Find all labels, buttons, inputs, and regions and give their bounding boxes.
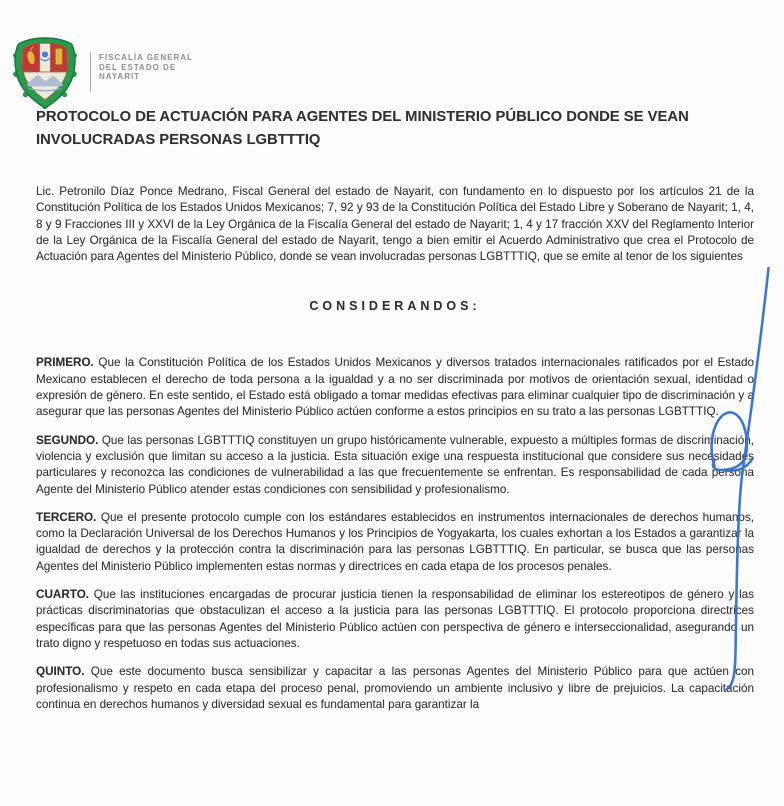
intro-paragraph: Lic. Petronilo Díaz Ponce Medrano, Fiscal General del estado de Nayarit, con fundamento en lo dispuesto por los artículos 21 de la Constitución Política de los Estados Unidos Mexicanos; 7, 92 y 93 de la Constitución Política del Estado Libre y Soberano de Nayarit; 1, 4, 8 y 9 Fracciones III y XXVI de la Ley Orgánica de la Fiscalía General del estado de Nayarit; 1, 4 y 17 fracción XXV del Reglamento Interior de la Ley Orgánica de la Fiscalía General del estado de Nayarit, tengo a bien emitir el Acuerdo Administrativo que crea el Protocolo de Actuación para Agentes del Ministerio Público, donde se vean involucradas personas LGBTTTIQ, que se emite al tenor de los siguientes xyxy=(36,185,754,264)
considerando-quinto xyxy=(36,664,754,713)
considerando-text: Que este documento busca sensibilizar y capacitar a las personas Agentes del Ministerio Público para que actúen con profesionalismo y respeto en cada etapa del proceso penal, promoviendo un ambiente inclusivo y libre de prejuicios. La capacitación continua en derechos humanos y diversidad sexual es fundamental para garantizar la xyxy=(36,665,754,711)
considerando-label: QUINTO. xyxy=(36,665,85,679)
shield-icon xyxy=(13,37,77,109)
agency-name-line: NAYARIT xyxy=(99,72,141,82)
considerando-tercero xyxy=(36,510,754,575)
considerando-segundo xyxy=(36,433,754,498)
document-body xyxy=(36,184,754,790)
agency-name-line: DEL ESTADO DE xyxy=(99,62,177,72)
considerando-label: PRIMERO. xyxy=(36,356,94,370)
considerando-text: Que las personas LGBTTTIQ constituyen un grupo históricamente vulnerable, expuesto a múltiples formas de discriminación, violencia y exclusión que limitan su acceso a la justicia. Esta situación exige una respuesta institucional que considere sus necesidades particulares y reconozca las condiciones de vulnerabilidad a las que frecuentemente se enfrentan. Es responsabilidad de cada persona Agente del Ministerio Público atender estas condiciones con sensibilidad y profesionalismo. xyxy=(36,433,754,496)
page-edge-fade xyxy=(0,778,784,792)
nayarit-coat-of-arms-logo xyxy=(13,37,77,109)
document-title: PROTOCOLO DE ACTUACIÓN PARA AGENTES DEL MINISTERIO PÚBLICO DONDE SE VEAN INVOLUCRADAS PERSONAS LGBTTTIQ xyxy=(36,109,689,148)
considerandos-heading: CONSIDERANDOS: xyxy=(309,299,481,314)
considerando-text: Que la Constitución Política de los Estados Unidos Mexicanos y diversos tratados internacionales ratificados por el Estado Mexicano establecen el derecho de toda persona a la igualdad y a no ser discriminada por motivos de orientación sexual, identidad o expresión de género. En este sentido, el Estado está obligado a tomar medidas efectivas para eliminar cualquier tipo de discriminación y a asegurar que las personas Agentes del Ministerio Público actúen conforme a estos principios en su trato a las personas LGBTTTIQ. xyxy=(36,356,754,419)
letterhead xyxy=(0,0,784,110)
considerando-label: CUARTO. xyxy=(36,588,90,602)
considerando-label: TERCERO. xyxy=(36,510,97,524)
considerando-text: Que las instituciones encargadas de procurar justicia tienen la responsabilidad de eliminar los estereotipos de género y las prácticas discriminatorias que obstaculizan el acceso a la justicia para las personas LGBTTTIQ. El protocolo proporciona directrices específicas para que las personas Agentes del Ministerio Público actúen con perspectiva de género e interseccionalidad, asegurando un trato digno y respetuoso en todas sus actuaciones. xyxy=(36,588,754,650)
considerando-cuarto xyxy=(36,587,754,652)
agency-name xyxy=(99,53,193,82)
letterhead-divider xyxy=(90,52,91,92)
considerando-label: SEGUNDO. xyxy=(36,433,99,447)
considerando-primero xyxy=(36,355,754,420)
agency-name-line: FISCALÍA GENERAL xyxy=(99,53,193,62)
considerando-text: Que el presente protocolo cumple con los estándares establecidos en instrumentos internacionales de derechos humanos, como la Declaración Universal de los Derechos Humanos y los Principios de Yogyakarta, los cuales exhortan a los Estados a garantizar la igualdad de derechos y la protección contra la discriminación para las personas LGBTTTIQ. En particular, se busca que las personas Agentes del Ministerio Público implementen estas normas y directrices en cada etapa de los procesos penales. xyxy=(36,510,754,573)
